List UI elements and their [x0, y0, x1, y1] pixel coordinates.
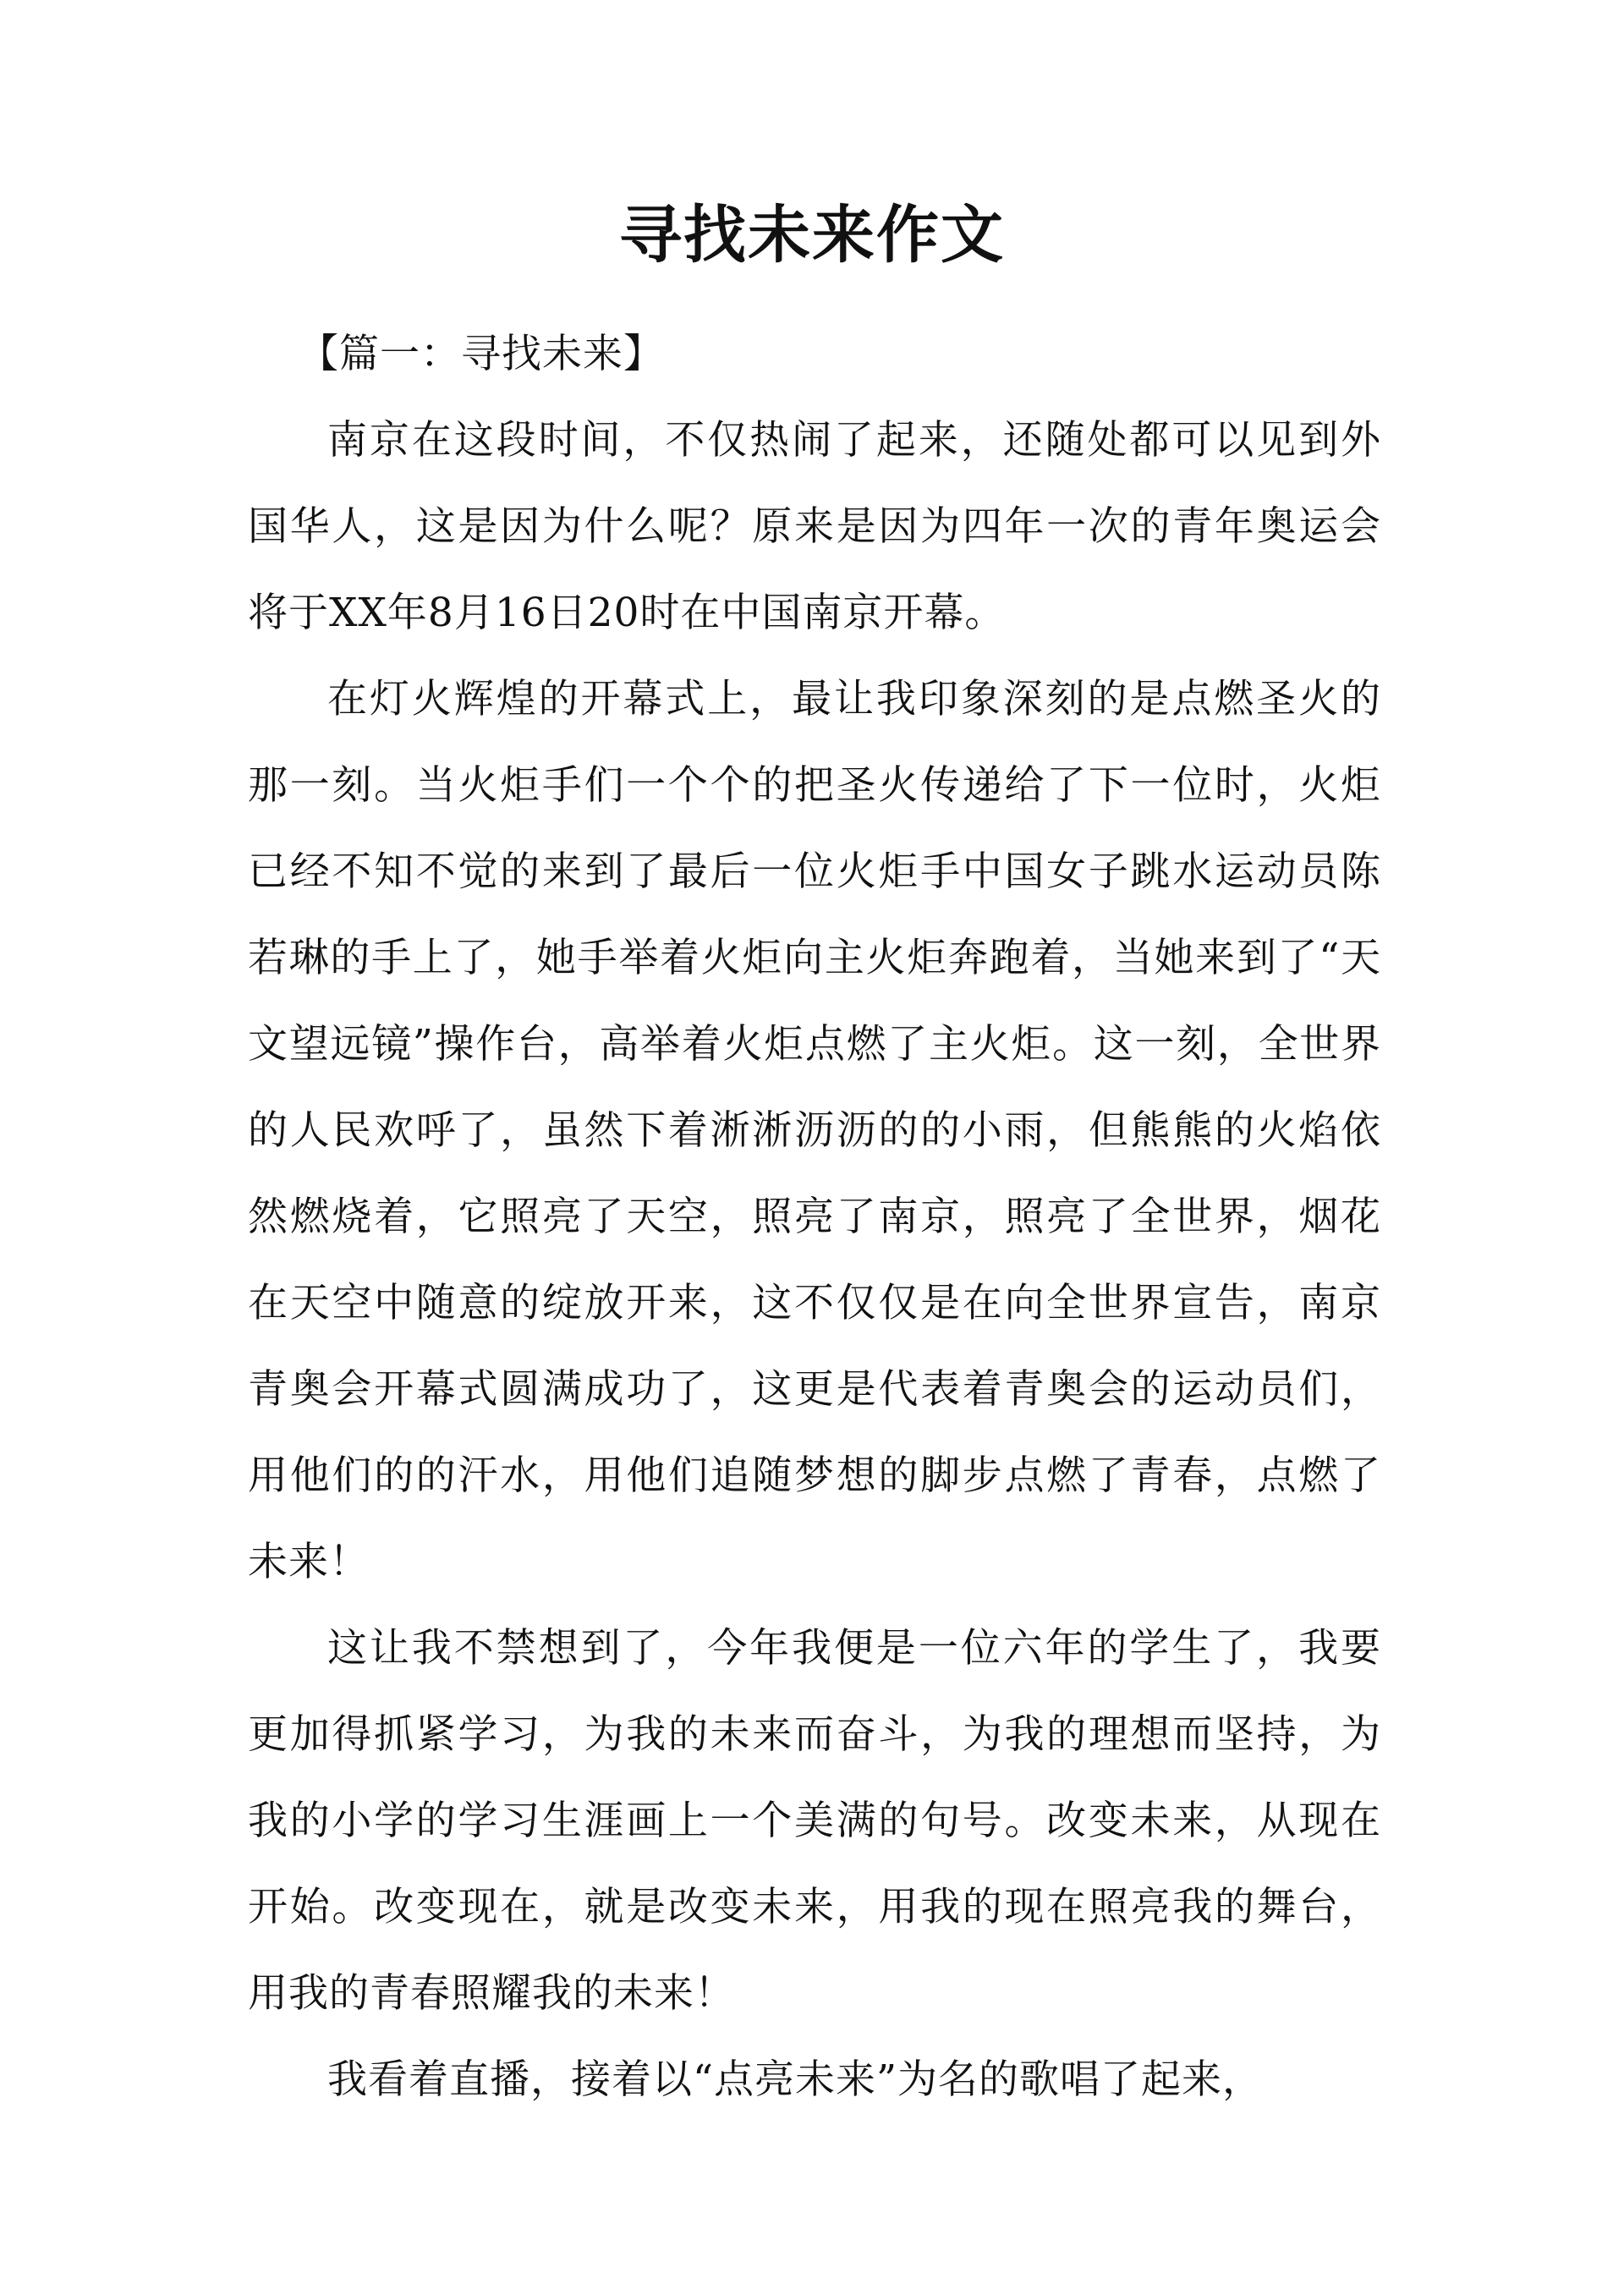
document-body	[248, 311, 1381, 2123]
section-heading: 【篇一：寻找未来】	[299, 331, 664, 377]
paragraph-3: 这让我不禁想到了，今年我便是一位六年的学生了，我要更加得抓紧学习，为我的未来而奋斗，为我的理想而坚持，为我的小学的学习生涯画上一个美满的句号。改变未来，从现在开始。改变现在，就是改变未来，用我的现在照亮我的舞台，用我的青春照耀我的未来！	[248, 1625, 1381, 2017]
paragraph-1: 南京在这段时间，不仅热闹了起来，还随处都可以见到外国华人，这是因为什么呢？原来是因为四年一次的青年奥运会将于XX年8月16日20时在中国南京开幕。	[248, 417, 1381, 636]
document-title: 寻找未来作文	[619, 199, 1005, 272]
paragraph-2: 在灯火辉煌的开幕式上，最让我印象深刻的是点燃圣火的那一刻。当火炬手们一个个的把圣火传递给了下一位时，火炬已经不知不觉的来到了最后一位火炬手中国女子跳水运动员陈若琳的手上了，她手举着火炬向主火炬奔跑着，当她来到了“天文望远镜”操作台，高举着火炬点燃了主火炬。这一刻，全世界的人民欢呼了，虽然下着淅淅沥沥的的小雨，但熊熊的火焰依然燃烧着，它照亮了天空，照亮了南京，照亮了全世界，烟花在天空中随意的绽放开来，这不仅仅是在向全世界宣告，南京青奥会开幕式圆满成功了，这更是代表着青奥会的运动员们，用他们的的汗水，用他们追随梦想的脚步点燃了青春，点燃了未来！	[248, 676, 1381, 1585]
paragraph-4: 我看着直播，接着以“点亮未来”为名的歌唱了起来，	[327, 2056, 1264, 2103]
